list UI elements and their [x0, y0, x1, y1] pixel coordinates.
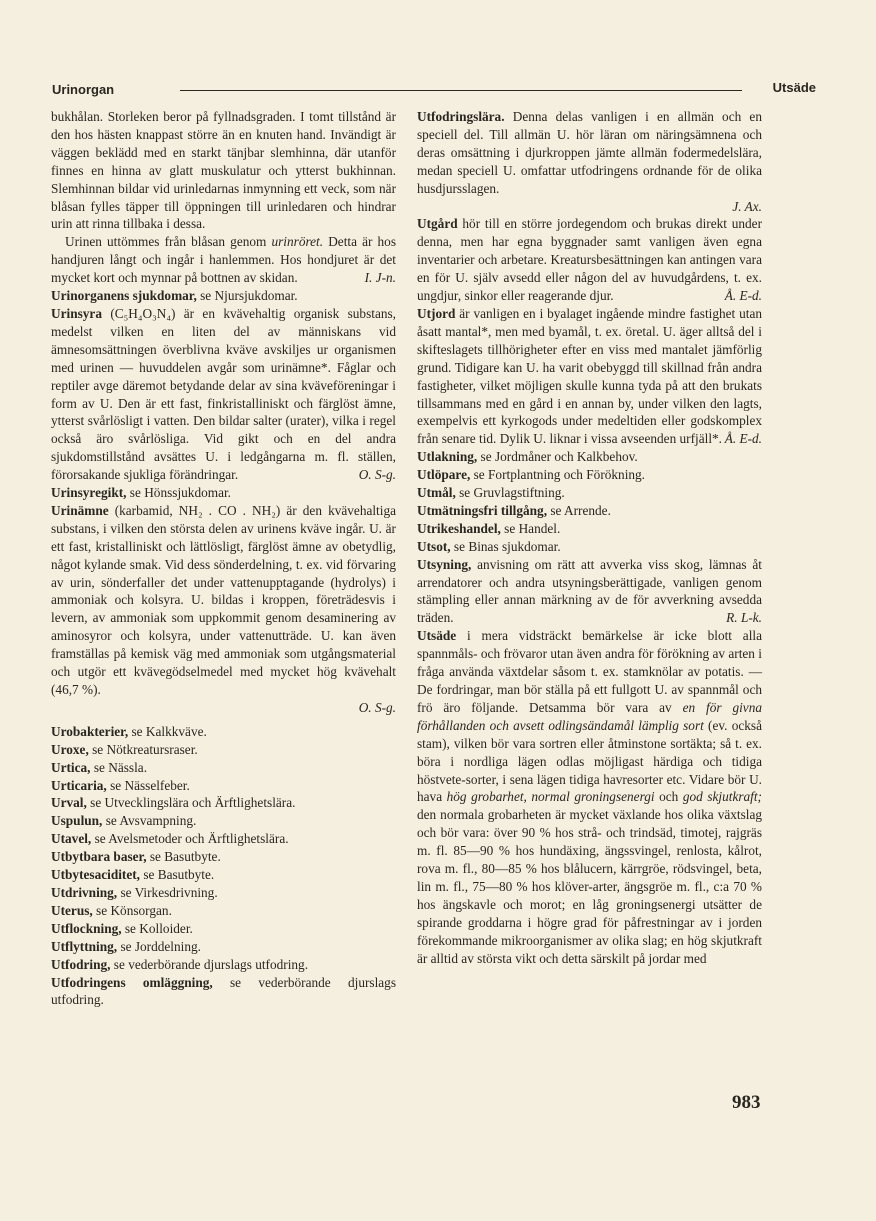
entry-term: Urinsyregikt, — [51, 485, 127, 501]
entry-term: Utjord — [417, 305, 456, 321]
ref-entry: Uterus, se Könsorgan. — [51, 902, 172, 918]
entry-term: Utfodringslära. — [417, 109, 505, 124]
ref-entry: Utmål, se Gruvlagstiftning. — [417, 485, 565, 501]
paragraph: Urinen uttömmes från blåsan genom urinröret. Detta är hos handjuren långt och ingår i hanlemmen. Hos hondjuret är det mycket kort och mynnar på bottnen av skidan. I. J-n. — [51, 234, 396, 286]
ref-entry: Utlakning, se Jordmåner och Kalkbehov. — [417, 449, 638, 465]
ref-entry: Urval, se Utvecklingslära och Ärftlighetslära. — [51, 795, 296, 811]
ref-entry: Utfodringens omläggning, se vederbörande djurslags utfodring. — [51, 974, 396, 1008]
running-header — [52, 78, 816, 100]
entry-term: Urinsyra — [51, 305, 102, 321]
ref-entry: Utflockning, se Kolloider. — [51, 920, 193, 936]
page-number: 983 — [732, 1092, 761, 1113]
entry-term: Urinämne — [51, 502, 109, 518]
author-signature: O. S-g. — [358, 467, 396, 483]
ref-entry: Utrikeshandel, se Handel. — [417, 520, 561, 536]
header-rule — [180, 90, 742, 91]
ref-entry: Urtica, se Nässla. — [51, 759, 148, 775]
entry: Urinsyregikt, se Hönssjukdomar. — [51, 485, 232, 501]
entry: Urinämne (karbamid, NH₂ . CO . NH₂) är den kvävehaltiga substans, i vilken den största delen av urinens kväve ingår. U. är ett fast, kristalliniskt och lättlösligt, färglöst ämne av obetydlig, något kylande smak. Vid dess sönderdelning, t. ex. vid förvaring av urin, sönderfaller det under vattenupptagande (hydrolys) i ammoniak och kolsyra. U. bildas i kroppen, företrädesvis i levern, av ammoniak som uppkommit genom desaminering av aminosyror och kolsyra, under vattenutträde. U. kan även framställas på kemisk väg med ammoniak som utgångsmaterial och utgör ett kvävegödselmedel med mycket hög kvävehalt (46,7 %). — [51, 502, 396, 697]
entry: Utjord är vanligen en i byalaget ingående mindre fastighet utan åsatt mantal*, men med byamål, t. ex. öretal. U. äger alltså del i skifteslagets tillhörigheter efter en viss med mantalet jämförlig grund. Tidigare kan U. ha varit obebyggd till skillnad från andra fastigheter, vilket möjligen skulle kunna tyda på att den brukats tillsammans med en gård i en annan by, under vilken den lagts, exempelvis ett kyrkogods under medeltiden eller godskomplex från senare tid. Dylik U. liknar i vissa avseenden urfjäll*. Å. E-d. — [417, 305, 762, 447]
entry-term: Utsäde — [417, 628, 457, 644]
entry-term: Utgård — [417, 216, 458, 232]
header-left-word: Urinorgan — [52, 82, 115, 97]
author-signature: Å. E-d. — [724, 288, 762, 304]
left-column — [51, 108, 396, 1009]
ref-entry: Utbytesaciditet, se Basutbyte. — [51, 867, 215, 883]
author-signature: O. S-g. — [358, 699, 396, 715]
author-signature: Å. E-d. — [724, 431, 762, 447]
ref-entry: Utbytbara baser, se Basutbyte. — [51, 849, 221, 865]
entry: Utsyning, anvisning om rätt att avverka viss skog, lämnas åt arrendatorer och andra utsyningsberättigade, vanligen genom stämpling eller annan märkning av de för avverkning avsedda träden. R. L-k. — [417, 556, 762, 626]
entry: Urinorganens sjukdomar, se Njursjukdomar. — [51, 288, 298, 304]
right-column — [417, 108, 762, 968]
ref-entry: Uroxe, se Nötkreatursraser. — [51, 741, 198, 757]
entry-term: Utsyning, — [417, 556, 472, 572]
ref-entry: Urobakterier, se Kalkkväve. — [51, 723, 207, 739]
ref-entry: Utmätningsfri tillgång, se Arrende. — [417, 502, 611, 518]
author-signature: I. J-n. — [364, 270, 396, 286]
entry: Utgård hör till en större jordegendom och brukas direkt under denna, men har egna byggnader samt vanligen även egna inventarier och arbetare. Kreatursbesättningen kan antingen vara en för U. själv avsedd eller någon del av huvudgårdens, t. ex. ungdjur, sinkor eller reagerande djur. Å. E-d. — [417, 216, 762, 304]
entry: Utsäde i mera vidsträckt bemärkelse är icke blott alla spannmåls- och frövaror utan även andra för förökning av arten i fråga använda växtdelar såsom t. ex. stamknölar av potatis. — De fordringar, man bör ställa på ett fullgott U. av spannmål och frö äro följande. Detsamma bör vara av en för givna förhållanden och avsett odlingsändamål lämplig sort (ev. också stam), vilken bör vara sortren eller åtminstone sortäkta; så t. ex. böra i nordliga lägen odlas möjligast härdiga och tidiga höstvete-sorter, i sena lägen tidiga havresorter etc. Vidare bör U. hava hög grobarhet, normal groningsenergi och god skjutkraft; den normala grobarheten är mycket växlande hos olika växtslag och bör vara: över 90 % hos strå- och trindsäd, timotej, rajgräs m. fl. 85—90 % hos hundäxing, ängssvingel, renlosta, kålrot, rova m. fl., 80—85 % hos blålucern, kärrgröe, rödsvingel, beta, lin m. fl., 75—80 % hos klöver-arter, ängsgröe m. fl., c:a 70 % hos ängskavle och morot; en låg groningsenergi utsätter de spirande groddarna i högre grad för påfrestningar av i jorden förekommande mikroorganismer av olika slag; en hög skjutkraft är alltid av största vikt och detta särskilt på jordar med — [417, 628, 762, 966]
header-right-word: Utsäde — [772, 80, 816, 95]
author-signature: R. L-k. — [726, 610, 762, 626]
ref-entry: Uspulun, se Avsvampning. — [51, 813, 197, 829]
entry: Urinsyra (C₅H₄O₃N₄) är en kvävehaltig organisk substans, medelst vilken en liten del av människans vid ämnesomsättningen överblivna kväve avskiljes ur organismen med urinen — huvuddelen avgår som urinämne*. Fåglar och reptiler avge däremot betydande delar av sina kväveföreningar i form av U. Den är ett fast, finkristalliniskt och färglöst ämne, ytterst svårlösligt i vatten. Den bildar salter (urater), vilka i regel också äro svårlösliga. Vid gikt och en del andra sjukdomstillstånd avsättes U. i ledgångarna m. fl. ställen, förorsakande sjukliga förändringar. O. S-g. — [51, 305, 396, 483]
ref-entry: Utlöpare, se Fortplantning och Förökning. — [417, 467, 646, 483]
ref-entry: Utdrivning, se Virkesdrivning. — [51, 884, 218, 900]
entry: Utfodringslära. Denna delas vanligen i en allmän och en speciell del. Till allmän U. hör läran om näringsämnena och deras omsättning i djurkroppen jämte allmän fodermedelslära, medan speciell U. omfattar utfodringens ordnande för de olika husdjursslagen. — [417, 109, 762, 196]
ref-entry: Urticaria, se Nässelfeber. — [51, 777, 190, 793]
ref-entry: Utsot, se Binas sjukdomar. — [417, 538, 561, 554]
entry-term: Urinorganens sjukdomar, — [51, 288, 197, 304]
ref-entry: Utfodring, se vederbörande djurslags utfodring. — [51, 956, 309, 972]
paragraph: bukhålan. Storleken beror på fyllnadsgraden. I tomt tillstånd är den hos hästen knappast större än en knuten hand. Invändigt är väggen beklädd med en starkt tänjbar slemhinna, där utanför finnes en hinna av glatt muskulatur och ytterst bukhinnan. Slemhinnan bildar vid urinledarnas inmynning ett veck, som när blåsan fylles täpper till öppningen till urinledaren och hindrar urin att rinna tillbaka i dessa. — [51, 109, 396, 232]
author-signature: J. Ax. — [732, 198, 762, 214]
ref-entry: Utflyttning, se Jorddelning. — [51, 938, 201, 954]
ref-entry: Utavel, se Avelsmetoder och Ärftlighetslära. — [51, 831, 289, 847]
